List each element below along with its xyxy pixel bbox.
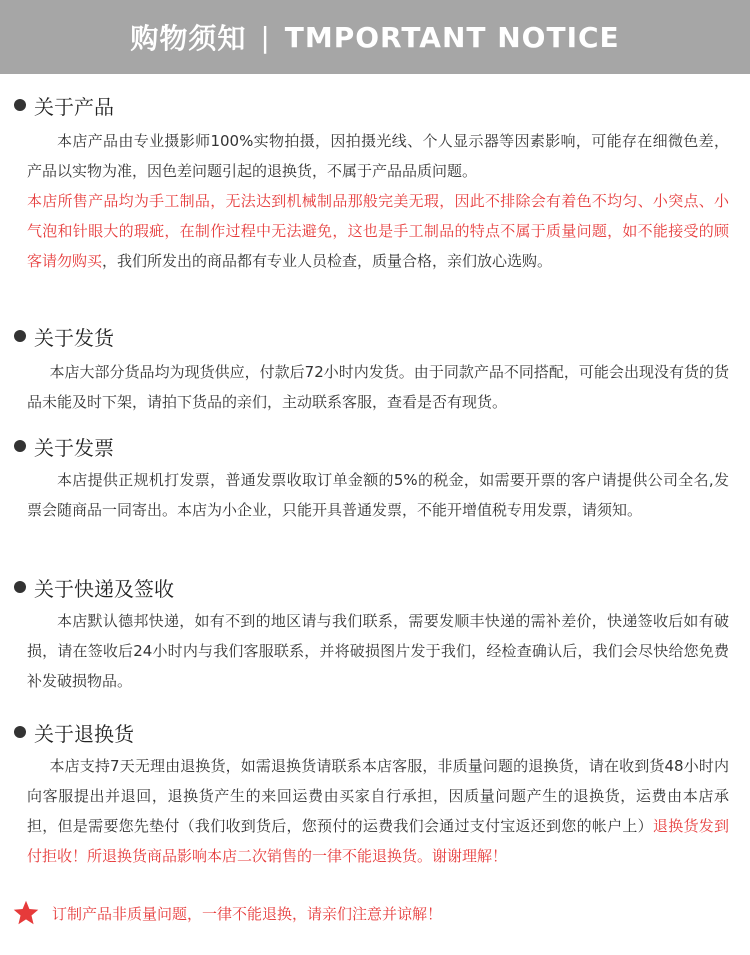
header-separator: | <box>260 20 271 54</box>
section-invoice-para1: 本店提供正规机打发票，普通发票收取订单金额的5%的税金，如需要开票的客户请提供公司全名,发票会随商品一同寄出。本店为小企业，只能开具普通发票，不能开增值税专用发票，请须知。 <box>27 471 729 519</box>
section-delivery-title <box>14 574 174 600</box>
section-invoice-title <box>14 433 114 459</box>
header-title-cn: 购物须知 <box>130 22 247 55</box>
page-header <box>0 0 750 74</box>
section-title-text: 关于退换货 <box>34 721 134 746</box>
footer-note-text: 订制产品非质量问题，一律不能退换，请亲们注意并谅解！ <box>52 904 443 923</box>
section-product-title <box>14 92 114 118</box>
section-product-para1: 本店产品由专业摄影师100%实物拍摄，因拍摄光线、个人显示器等因素影响，可能存在细微色差，产品以实物为准，因色差问题引起的退换货，不属于产品品质问题。 <box>27 132 729 180</box>
section-return-title <box>14 719 134 745</box>
section-shipping-title <box>14 323 114 349</box>
header-title-en: TMPORTANT NOTICE <box>284 20 620 54</box>
section-return-para1 <box>27 751 729 871</box>
section-delivery-para1: 本店默认德邦快递，如有不到的地区请与我们联系，需要发顺丰快递的需补差价，快递签收后如有破损，请在签收后24小时内与我们客服联系，并将破损图片发于我们，经检查确认后，我们会尽快给您免费补发破损物品。 <box>27 612 729 690</box>
footer-note <box>12 899 442 927</box>
section-product-para2-normal: ，我们所发出的商品都有专业人员检查，质量合格，亲们放心选购。 <box>102 252 553 270</box>
bullet-dot-icon <box>14 330 26 342</box>
section-title-text: 关于发货 <box>34 325 114 350</box>
section-shipping-para1: 本店大部分货品均为现货供应，付款后72小时内发货。由于同款产品不同搭配，可能会出现没有货的货品未能及时下架，请拍下货品的亲们，主动联系客服，查看是否有现货。 <box>27 363 729 411</box>
star-icon <box>12 899 40 927</box>
section-return-para1-red: 退换货发到付拒收！所退换货商品影响本店二次销售的一律不能退换货。谢谢理解！ <box>27 817 729 865</box>
bullet-dot-icon <box>14 99 26 111</box>
section-product-para2-red: 本店所售产品均为手工制品，无法达到机械制品那般完美无瑕，因此不排除会有着色不均匀、小突点、小气泡和针眼大的瑕疵，在制作过程中无法避免，这也是手工制品的特点不属于质量问题，如不能接受的顾客请勿购买 <box>27 192 729 270</box>
bullet-dot-icon <box>14 581 26 593</box>
section-title-text: 关于发票 <box>34 435 114 460</box>
bullet-dot-icon <box>14 440 26 452</box>
section-product-para2 <box>27 186 729 276</box>
section-title-text: 关于快递及签收 <box>34 576 174 601</box>
section-return-para1-normal: 本店支持7天无理由退换货，如需退换货请联系本店客服，非质量问题的退换货，请在收到货48小时内向客服提出并退回，退换货产生的来回运费由买家自行承担，因质量问题产生的退换货，运费由本店承担，但是需要您先垫付（我们收到货后，您预付的运费我们会通过支付宝返还到您的帐户上） <box>27 757 729 835</box>
section-title-text: 关于产品 <box>34 94 114 119</box>
bullet-dot-icon <box>14 726 26 738</box>
